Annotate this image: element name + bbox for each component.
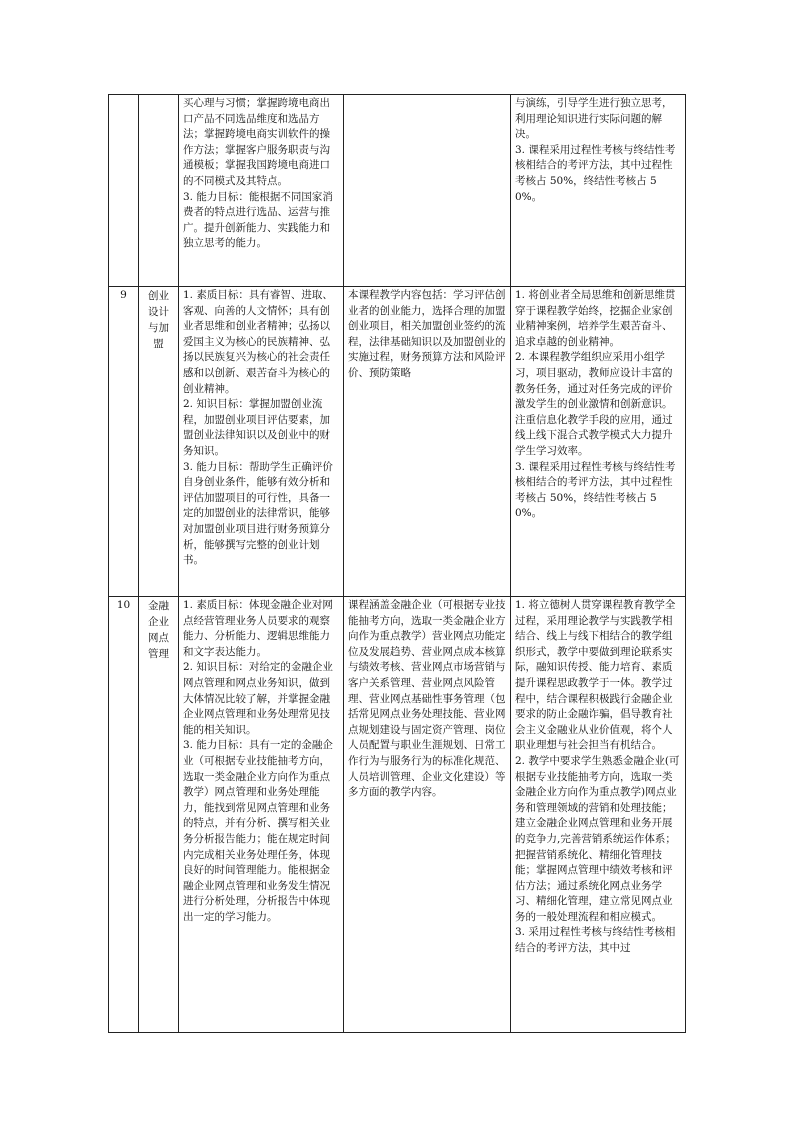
- course-name: [139, 95, 179, 287]
- course-number: [109, 95, 139, 287]
- requirement-text: 2. 本课程教学组织应采用小组学习，项目驱动，教师应设计丰富的教务任务，通过对任务完成的评价激发学生的创业激情和创新意识。注重信息化教学手段的应用，通过线上线下混合式教学模式大力提升学生学习效率。: [515, 351, 673, 457]
- course-number: 10: [109, 597, 139, 1033]
- objective-text: 3. 能力目标：具有一定的金融企业（可根据专业技能抽考方向，选取一类金融企业方向作为重点教学）网点管理和业务处理能力，能找到常见网点管理和业务的特点，并有分析、撰写相关业务分析报告能力；能在规定时间内完成相关业务处理任务，体现良好的时间管理能力。能根据金融企业网点管理和业务发生情况进行分析处理，分析报告中体现出一定的学习能力。: [183, 739, 333, 923]
- requirement-text: 1. 将创业者全局思维和创新思维贯穿于课程教学始终，挖掘企业家创业精神案例，培养学生艰苦奋斗、追求卓越的创业精神。: [515, 289, 676, 348]
- course-table: [108, 94, 686, 1033]
- course-content: 本课程教学内容包括：学习评估创业者的创业能力，选择合理的加盟创业项目，相关加盟创业签约的流程，法律基础知识以及加盟创业的实施过程，财务预算方法和风险评价、预防策略: [344, 287, 511, 597]
- requirement-text: 2. 教学中要求学生熟悉金融企业(可根据专业技能抽考方向，选取一类金融企业方向作为重点教学)网点业务和管理领域的营销和处理技能；建立金融企业网点管理和业务开展的竞争力,完善营销系统运作体系；把握营销系统化、精细化管理技能；掌握网点管理中绩效考核和评估方法；通过系统化网点业务学习、精细化管理，建立常见网点业务的一般处理流程和相应模式。: [515, 754, 680, 923]
- objective-text: 买心理与习惯；掌握跨境电商出口产品不同选品维度和选品方法；掌握跨境电商实训软件的操作方法；掌握客户服务职责与沟通模板；掌握我国跨境电商进口的不同模式及其特点。: [183, 97, 330, 187]
- objective-text: 1. 素质目标：具有睿智、进取、客观、向善的人文情怀；具有创业者思维和创业者精神；弘扬以爱国主义为核心的民族精神、弘扬以民族复兴为核心的社会责任感和以创新、艰苦奋斗为核心的创业精神。: [183, 289, 333, 395]
- course-name: 创业设计与加盟: [139, 287, 179, 597]
- course-objectives: [179, 597, 344, 1033]
- course-content: 课程涵盖金融企业（可根据专业技能抽考方向，选取一类金融企业方向作为重点教学）营业网点功能定位及发展趋势、营业网点成本核算与绩效考核、营业网点市场营销与客户关系管理、营业网点风险管理、营业网点基础性事务管理（包括常见网点业务处理技能、营业网点规划建设与固定资产管理、岗位人员配置与职业生涯规划、日常工作行为与服务行为的标准化规范、人员培训管理、企业文化建设）等多方面的教学内容。: [344, 597, 511, 1033]
- requirement-text: 与演练，引导学生进行独立思考，利用理论知识进行实际问题的解决。: [515, 97, 673, 141]
- course-name: 金融企业网点管理: [139, 597, 179, 1033]
- requirement-text: 3. 采用过程性考核与终结性考核相结合的考评方法，其中过: [515, 926, 676, 955]
- objective-text: 3. 能力目标：帮助学生正确评价自身创业条件，能够有效分析和评估加盟项目的可行性，具备一定的加盟创业的法律常识，能够对加盟创业项目进行财务预算分析，能够撰写完整的创业计划书。: [183, 460, 333, 567]
- course-requirements: [511, 597, 686, 1033]
- objective-text: 1. 素质目标：体现金融企业对网点经营管理业务人员要求的观察能力、分析能力、逻辑思维能力和文字表达能力。: [183, 599, 333, 658]
- course-content: [344, 95, 511, 287]
- course-requirements: [511, 95, 686, 287]
- objective-text: 2. 知识目标：掌握加盟创业流程，加盟创业项目评估要素，加盟创业法律知识以及创业中的财务知识。: [183, 398, 330, 457]
- table-row: [109, 287, 686, 597]
- course-objectives: [179, 95, 344, 287]
- objective-text: 2. 知识目标：对给定的金融企业网点管理和网点业务知识，做到大体情况比较了解，并掌握金融企业网点管理和业务处理常见技能的相关知识。: [183, 661, 333, 736]
- objective-text: 3. 能力目标：能根据不同国家消费者的特点进行选品、运营与推广。提升创新能力、实践能力和独立思考的能力。: [183, 190, 333, 250]
- requirement-text: 1. 将立德树人贯穿课程教育教学全过程，采用理论教学与实践教学相结合、线上与线下相结合的教学组织形式，教学中要做到理论联系实际，融知识传授、能力培育、素质提升课程思政教学于一体。教学过程中，结合课程积极践行金融企业要求的防止金融诈骗，倡导教育社会主义金融业从业价值观，将个人职业理想与社会担当有机结合。: [515, 599, 676, 752]
- table-row: [109, 597, 686, 1033]
- course-number: 9: [109, 287, 139, 597]
- requirement-text: 3. 课程采用过程性考核与终结性考核相结合的考评方法，其中过程性考核占 50%，终结性考核占 50%。: [515, 460, 676, 520]
- table-row: [109, 95, 686, 287]
- course-requirements: [511, 287, 686, 597]
- course-objectives: [179, 287, 344, 597]
- requirement-text: 3. 课程采用过程性考核与终结性考核相结合的考评方法，其中过程性考核占 50%，终结性考核占 50%。: [515, 143, 676, 203]
